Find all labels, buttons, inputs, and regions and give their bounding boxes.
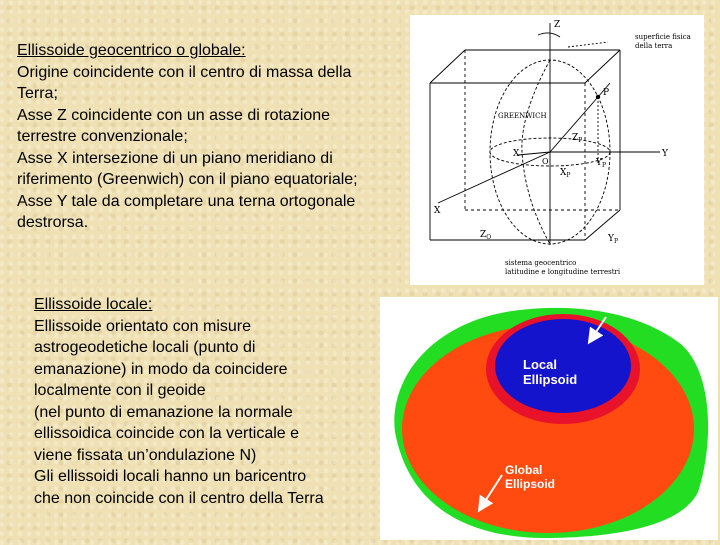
point-p: [596, 95, 600, 99]
geocentric-system-diagram: [410, 15, 704, 285]
local-line-7: viene fissata un’ondulazione N): [34, 446, 257, 464]
global-line-6: riferimento (Greenwich) con il piano equatoriale;: [17, 171, 358, 188]
surface-label-2: della terra: [635, 42, 673, 50]
surface-label-1: superficie fisica: [635, 33, 691, 41]
local-line-5: (nel punto di emanazione la normale: [34, 403, 293, 421]
cube-edge: [430, 50, 465, 83]
local-label-1: Local: [523, 357, 557, 372]
global-line-2: Terra;: [17, 85, 58, 102]
global-ellipsoid-description: [17, 40, 412, 234]
local-label-2: Ellipsoid: [523, 372, 578, 387]
x-axis-line: [438, 152, 550, 203]
rotation-arc: [538, 33, 560, 37]
yp-label: $Y_P$: [596, 158, 606, 169]
ellipsoid-comparison-figure: [380, 297, 718, 540]
axis-x-lower-label: X: [434, 206, 441, 216]
yp-lower-label: $Y_P$: [608, 234, 618, 245]
caption-line-1: sistema geocentrico: [505, 259, 577, 267]
cube-edge: [585, 210, 620, 240]
surface-leader: [568, 42, 608, 47]
cube-edge: [585, 50, 620, 83]
local-line-9: che non coincide con il centro della Terra: [34, 489, 324, 507]
local-ellipsoid-description: [34, 294, 379, 509]
axis-y-label: Y: [662, 149, 668, 159]
global-line-4: terrestre convenzionale;: [17, 128, 188, 145]
local-line-1: Ellissoide orientato con misure: [34, 317, 251, 335]
caption-line-2: latitudine e longitudine terrestri: [505, 268, 621, 276]
global-line-8: destrorsa.: [17, 214, 89, 231]
local-line-2: astrogeodetiche locali (punto di: [34, 339, 256, 356]
global-line-1: Origine coincidente con il centro di massa della: [17, 63, 352, 81]
axis-x-label: X: [513, 149, 520, 159]
local-line-6: ellissoidica coincide con la verticale e: [34, 425, 300, 442]
xp-label: $X_P$: [560, 168, 571, 179]
local-line-3: emanazione) in modo da coincidere: [34, 360, 288, 378]
global-line-5: Asse X intersezione di un piano meridiano di: [17, 149, 333, 167]
global-line-3: Asse Z coincidente con un asse di rotazione: [17, 106, 331, 124]
zp-label: $Z_P$: [572, 133, 583, 144]
local-line-8: Gli ellissoidi locali hanno un baricentro: [34, 468, 307, 485]
ellipsoid-comparison-svg: [380, 297, 718, 540]
origin-label: O: [542, 157, 549, 166]
global-line-7: Asse Y tale da completare una terna ortogonale: [17, 192, 356, 210]
axis-z-label: Z: [554, 20, 561, 30]
zo-label: $Z_O$: [480, 230, 492, 241]
local-ellipsoid-title: Ellissoide locale:: [34, 296, 153, 313]
geocentric-system-svg: [410, 15, 704, 285]
greenwich-label: GREENWICH: [498, 112, 547, 120]
normal-line: [550, 97, 598, 152]
global-label-2: Ellipsoid: [505, 477, 556, 491]
point-p-label: P: [603, 88, 610, 98]
global-label-1: Global: [505, 463, 543, 477]
global-ellipsoid-title: Ellissoide geocentrico o globale:: [17, 42, 246, 59]
local-ellipsoid-shape: [495, 319, 631, 413]
local-line-4: localmente con il geoide: [34, 382, 206, 399]
